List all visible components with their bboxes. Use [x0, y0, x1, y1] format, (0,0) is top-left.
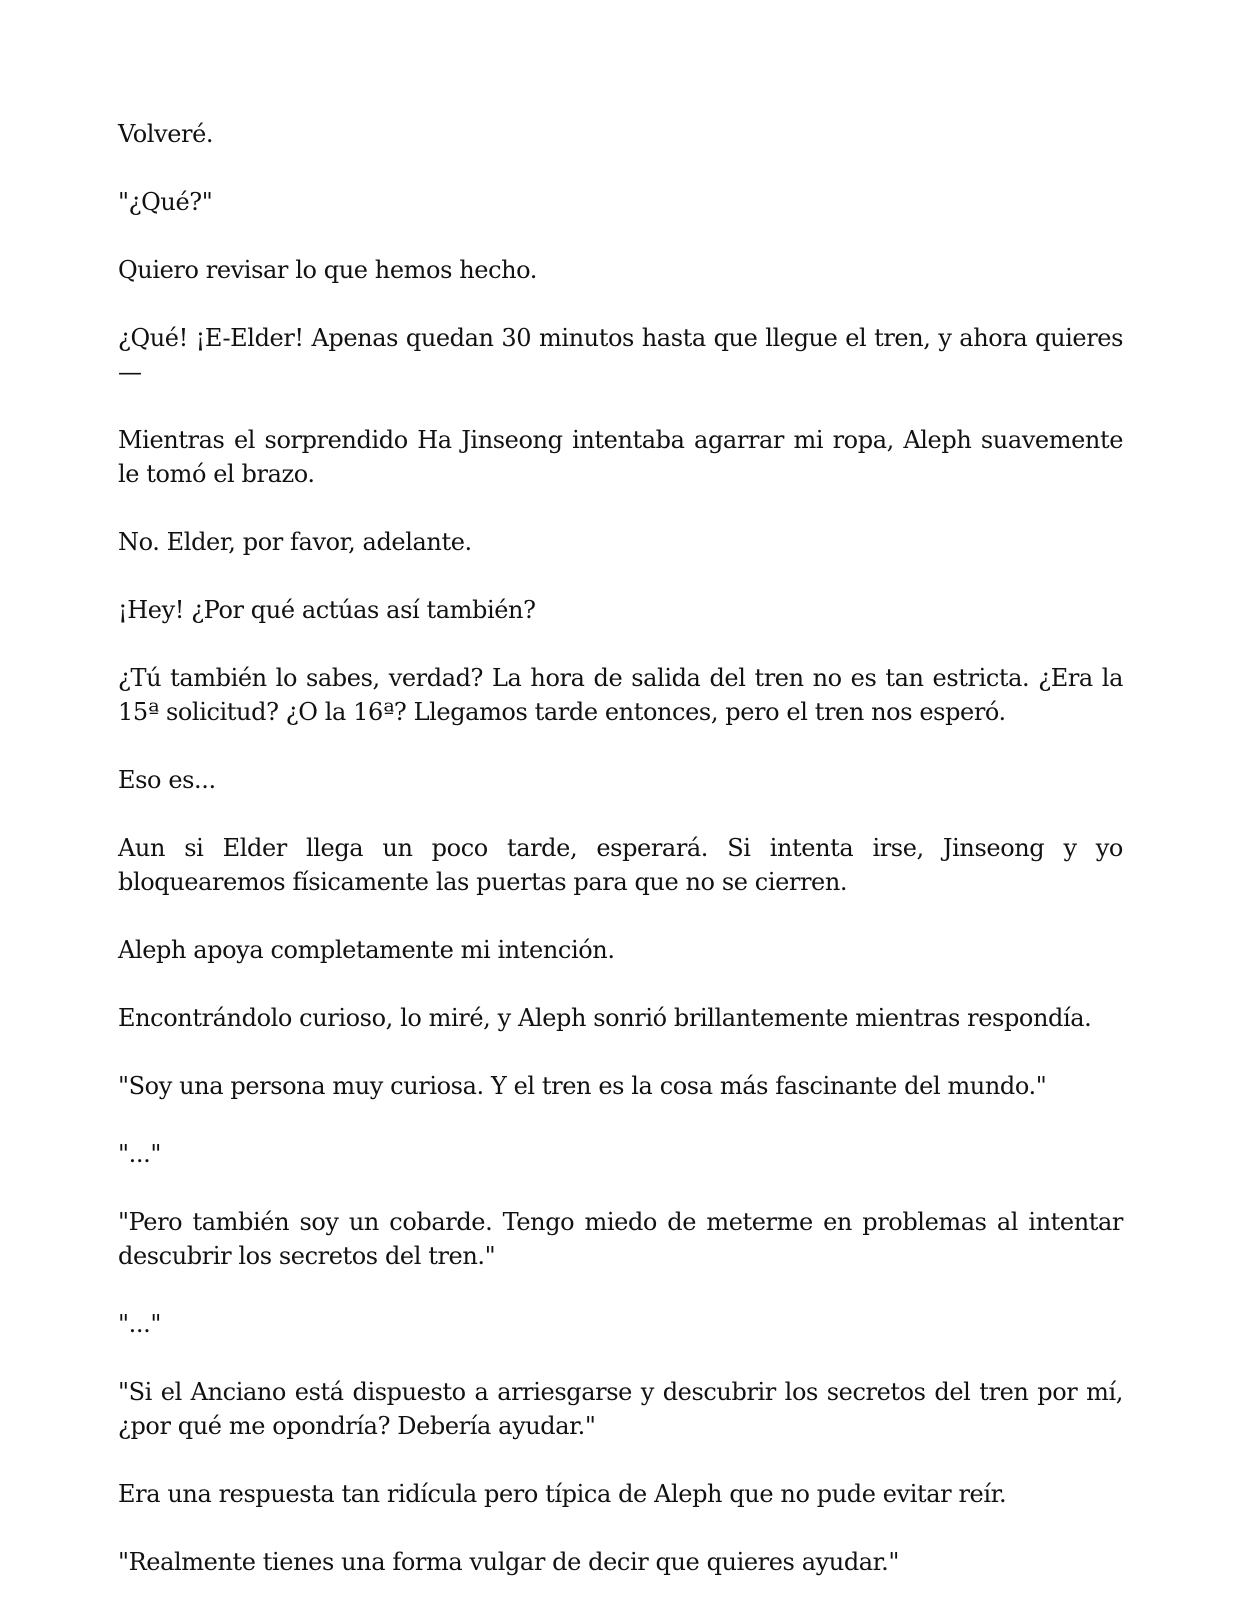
paragraph: "..." [118, 1140, 161, 1168]
paragraph: Quiero revisar lo que hemos hecho. [118, 256, 538, 284]
paragraph: "¿Qué?" [118, 188, 213, 216]
paragraph: Mientras el sorprendido Ha Jinseong intentaba agarrar mi ropa, Aleph suavemente le tomó el brazo. [118, 426, 1123, 488]
paragraph: "..." [118, 1310, 161, 1338]
paragraph: ¿Qué! ¡E-Elder! Apenas quedan 30 minutos hasta que llegue el tren, y ahora quieres— [118, 324, 1123, 386]
paragraph: Aleph apoya completamente mi intención. [118, 936, 615, 964]
paragraph: "Soy una persona muy curiosa. Y el tren es la cosa más fascinante del mundo." [118, 1072, 1047, 1100]
paragraph: Encontrándolo curioso, lo miré, y Aleph sonrió brillantemente mientras respondía. [118, 1004, 1092, 1032]
paragraph: No. Elder, por favor, adelante. [118, 528, 472, 556]
paragraph: Aun si Elder llega un poco tarde, esperará. Si intenta irse, Jinseong y yo bloquearemos físicamente las puertas para que no se cierren. [118, 834, 1123, 896]
paragraph: ¿Tú también lo sabes, verdad? La hora de salida del tren no es tan estricta. ¿Era la 15ª solicitud? ¿O la 16ª? Llegamos tarde entonces, pero el tren nos esperó. [118, 664, 1123, 726]
document-body [118, 117, 1123, 1613]
paragraph: "Si el Anciano está dispuesto a arriesgarse y descubrir los secretos del tren por mí, ¿por qué me opondría? Debería ayudar." [118, 1378, 1123, 1440]
paragraph: "Pero también soy un cobarde. Tengo miedo de meterme en problemas al intentar descubrir los secretos del tren." [118, 1208, 1123, 1270]
paragraph: Eso es... [118, 766, 216, 794]
paragraph: Volveré. [118, 120, 214, 148]
paragraph: "Realmente tienes una forma vulgar de decir que quieres ayudar." [118, 1548, 899, 1576]
paragraph: ¡Hey! ¿Por qué actúas así también? [118, 596, 536, 624]
paragraph: Era una respuesta tan ridícula pero típica de Aleph que no pude evitar reír. [118, 1480, 1007, 1508]
